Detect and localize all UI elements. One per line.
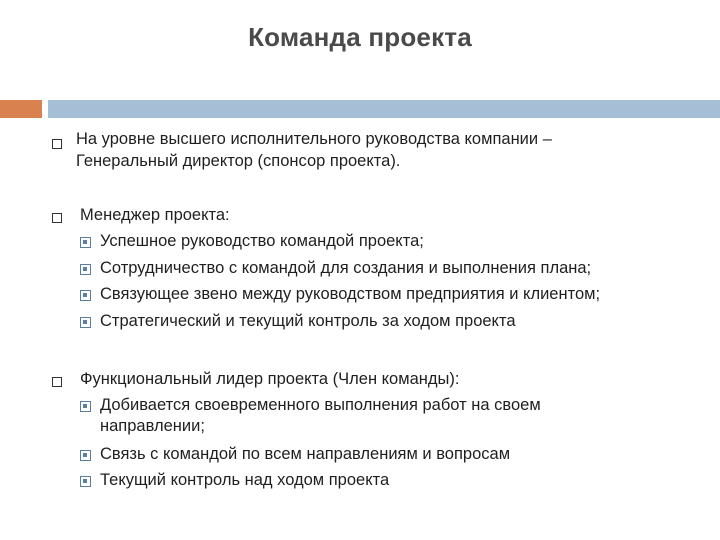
item-3-sub-3: Текущий контроль над ходом проекта (100, 471, 390, 489)
item-3-heading: Функциональный лидер проекта (Член команды): (80, 370, 460, 388)
item-2-sub-4: Стратегический и текущий контроль за ходом проекта (100, 312, 516, 330)
item-2-heading: Менеджер проекта: (80, 206, 230, 224)
framed-square-bullet-icon (80, 450, 91, 461)
framed-square-bullet-icon (80, 237, 91, 248)
item-3-sub-1: Добивается своевременного выполнения работ на своем (100, 396, 541, 414)
item-2-sub-1: Успешное руководство командой проекта; (100, 232, 424, 250)
framed-square-bullet-icon (80, 317, 91, 328)
framed-square-bullet-icon (80, 476, 91, 487)
framed-square-bullet-icon (80, 401, 91, 412)
item-1-line-1: На уровне высшего исполнительного руководства компании – (76, 130, 552, 148)
square-bullet-icon (52, 139, 62, 149)
item-2-sub-3: Связующее звено между руководством предприятия и клиентом; (100, 285, 601, 303)
item-2-sub-2: Сотрудничество с командой для создания и выполнения плана; (100, 259, 592, 277)
item-3-sub-1-cont: направлении; (100, 417, 205, 435)
item-1-line-2: Генеральный директор (спонсор проекта). (76, 152, 401, 170)
item-3-sub-2: Связь с командой по всем направлениям и вопросам (100, 445, 511, 463)
framed-square-bullet-icon (80, 264, 91, 275)
framed-square-bullet-icon (80, 290, 91, 301)
square-bullet-icon (52, 213, 62, 223)
square-bullet-icon (52, 377, 62, 387)
slide-title: Команда проекта (248, 22, 472, 52)
